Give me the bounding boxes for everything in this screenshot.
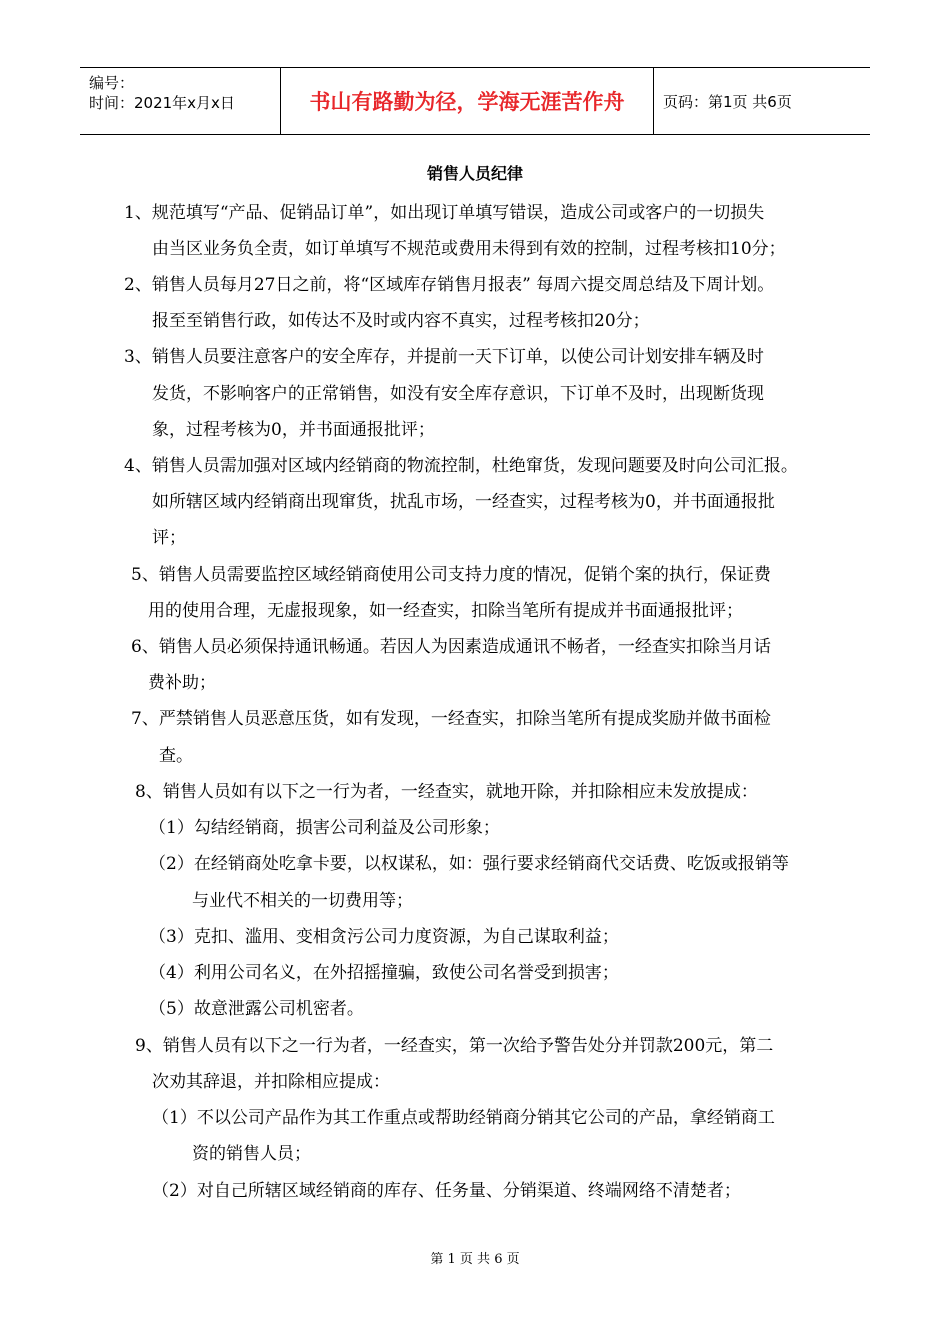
header-meta (80, 68, 280, 134)
body-line: 7、严禁销售人员恶意压货，如有发现，一经查实，扣除当笔所有提成奖励并做书面检 (131, 709, 771, 729)
body-line: 发货，不影响客户的正常销售，如没有安全库存意识，下订单不及时，出现断货现 (152, 384, 764, 404)
body-line: （2）对自己所辖区域经销商的库存、任务量、分销渠道、终端网络不清楚者； (152, 1181, 741, 1201)
body-line: （4）利用公司名义，在外招摇撞骗，致使公司名誉受到损害； (149, 963, 619, 983)
body-line: 资的销售人员； (192, 1144, 311, 1164)
body-line: 费补助； (148, 673, 216, 693)
body-line: 查。 (159, 746, 193, 766)
body-line: 2、销售人员每月27日之前，将“区域库存销售月报表” 每周六提交周总结及下周计划。 (124, 275, 775, 295)
body-line: 3、销售人员要注意客户的安全库存，并提前一天下订单，以使公司计划安排车辆及时 (124, 347, 764, 367)
body-line: （1）不以公司产品作为其工作重点或帮助经销商分销其它公司的产品，拿经销商工 (152, 1108, 775, 1128)
body-line: 由当区业务负全责，如订单填写不规范或费用未得到有效的控制，过程考核扣10分； (152, 239, 786, 259)
body-line: 用的使用合理，无虚报现象，如一经查实，扣除当笔所有提成并书面通报批评； (148, 601, 743, 621)
body-line: 次劝其辞退，并扣除相应提成： (152, 1072, 390, 1092)
header-motto: 书山有路勤为径，学海无涯苦作舟 (280, 68, 654, 134)
body-line: 6、销售人员必须保持通讯畅通。若因人为因素造成通讯不畅者，一经查实扣除当月话 (131, 637, 771, 657)
body-line: 评； (152, 528, 186, 548)
body-line: 1、规范填写“产品、促销品订单”，如出现订单填写错误，造成公司或客户的一切损失 (124, 203, 765, 223)
document-header (80, 67, 870, 135)
body-line: 象，过程考核为0，并书面通报批评； (152, 420, 435, 440)
body-line: （3）克扣、滥用、变相贪污公司力度资源，为自己谋取利益； (149, 927, 619, 947)
document-number-label: 编号： (89, 74, 135, 92)
body-line: （5）故意泄露公司机密者。 (149, 999, 364, 1019)
document-time-label: 时间：2021年x月x日 (89, 94, 235, 112)
body-line: 8、销售人员如有以下之一行为者，一经查实，就地开除，并扣除相应未发放提成： (135, 782, 758, 802)
document-title: 销售人员纪律 (426, 164, 523, 183)
body-line: 4、销售人员需加强对区域内经销商的物流控制，杜绝窜货，发现问题要及时向公司汇报。 (124, 456, 798, 476)
header-page-label: 页码：第1页 共6页 (663, 92, 792, 111)
body-line: 9、销售人员有以下之一行为者，一经查实，第一次给予警告处分并罚款200元，第二 (135, 1036, 774, 1056)
body-line: （1）勾结经销商，损害公司利益及公司形象； (149, 818, 500, 838)
body-line: （2）在经销商处吃拿卡要，以权谋私，如：强行要求经销商代交话费、吃饭或报销等 (149, 854, 789, 874)
body-line: 与业代不相关的一切费用等； (192, 891, 413, 911)
page-footer: 第 1 页 共 6 页 (430, 1252, 520, 1267)
body-line: 如所辖区域内经销商出现窜货，扰乱市场，一经查实，过程考核为0，并书面通报批 (152, 492, 775, 512)
body-line: 5、销售人员需要监控区域经销商使用公司支持力度的情况，促销个案的执行，保证费 (131, 565, 771, 585)
body-line: 报至至销售行政，如传达不及时或内容不真实，过程考核扣20分； (152, 311, 650, 331)
